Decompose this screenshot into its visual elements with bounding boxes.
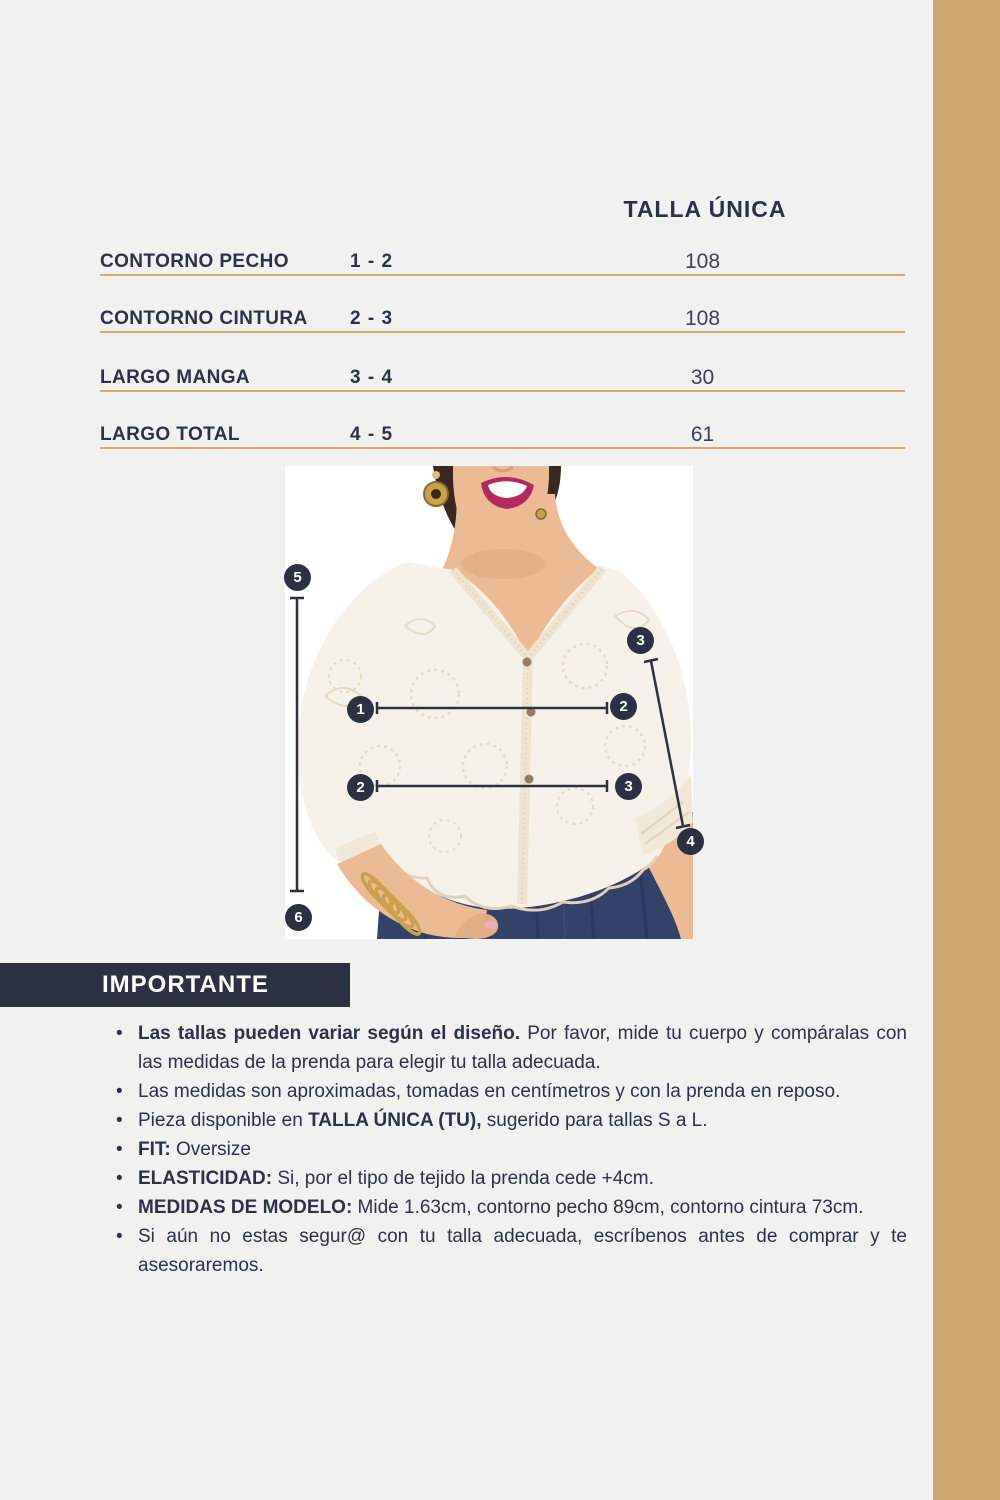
bullet-dot: • bbox=[116, 1110, 123, 1131]
note-bold: MEDIDAS DE MODELO: bbox=[138, 1197, 353, 1218]
marker-number: 3 bbox=[636, 632, 645, 649]
note-text: Las medidas son aproximadas, tomadas en centímetros y con la prenda en reposo. bbox=[138, 1081, 841, 1102]
note-item bbox=[112, 1222, 907, 1280]
row-value: 61 bbox=[690, 423, 715, 446]
row-value: 108 bbox=[684, 250, 721, 273]
row-label: LARGO TOTAL bbox=[100, 424, 240, 445]
row-label: LARGO MANGA bbox=[100, 367, 251, 388]
bullet-dot: • bbox=[116, 1139, 123, 1160]
row-range: 1 - 2 bbox=[350, 251, 394, 272]
important-title: IMPORTANTE bbox=[102, 971, 269, 998]
note-bold: TALLA ÚNICA (TU), bbox=[308, 1110, 482, 1131]
row-label: CONTORNO PECHO bbox=[100, 251, 289, 272]
important-notes bbox=[112, 1019, 907, 1280]
marker-number: 4 bbox=[686, 833, 695, 850]
note-text: sugerido para tallas S a L. bbox=[481, 1110, 708, 1131]
note-text: Si aún no estas segur@ con tu talla adecuada, escríbenos antes de comprar y te asesoraremos. bbox=[138, 1226, 907, 1276]
note-item bbox=[112, 1019, 907, 1077]
bullet-dot: • bbox=[116, 1081, 123, 1102]
marker-number: 6 bbox=[294, 909, 303, 926]
row-range: 4 - 5 bbox=[350, 424, 394, 445]
note-bold: FIT: bbox=[138, 1139, 171, 1160]
measurement-marker bbox=[285, 904, 312, 931]
accent-stripe bbox=[933, 0, 1000, 1500]
bullet-dot: • bbox=[116, 1168, 123, 1189]
marker-number: 5 bbox=[293, 569, 302, 586]
note-item bbox=[112, 1164, 907, 1193]
measurement-marker bbox=[677, 828, 704, 855]
note-text: Pieza disponible en bbox=[138, 1110, 309, 1131]
note-bold: Las tallas pueden variar según el diseño. bbox=[138, 1023, 521, 1044]
note-text: Por favor, mide tu cuerpo y compáralas con las medidas de la prenda para elegir tu talla adecuada. bbox=[138, 1023, 907, 1073]
fingernail bbox=[485, 921, 497, 929]
marker-number: 2 bbox=[356, 779, 365, 796]
table-row bbox=[100, 423, 905, 449]
table-row bbox=[100, 307, 905, 333]
size-column-header: TALLA ÚNICA bbox=[623, 196, 787, 222]
table-row bbox=[100, 366, 905, 392]
row-range: 2 - 3 bbox=[350, 308, 394, 329]
row-value: 30 bbox=[690, 366, 715, 389]
note-item bbox=[112, 1193, 907, 1222]
marker-number: 3 bbox=[624, 778, 633, 795]
note-item bbox=[112, 1077, 907, 1106]
bullet-dot: • bbox=[116, 1023, 123, 1044]
marker-number: 1 bbox=[356, 701, 365, 718]
note-text: Si, por el tipo de tejido la prenda cede +4cm. bbox=[272, 1168, 654, 1189]
table-row bbox=[100, 250, 905, 276]
marker-number: 2 bbox=[619, 698, 628, 715]
note-item bbox=[112, 1106, 907, 1135]
bullet-dot: • bbox=[116, 1197, 123, 1218]
note-text: Mide 1.63cm, contorno pecho 89cm, contorno cintura 73cm. bbox=[352, 1197, 864, 1218]
measurement-marker bbox=[347, 696, 374, 723]
note-item bbox=[112, 1135, 907, 1164]
important-banner bbox=[0, 963, 350, 1007]
bullet-dot: • bbox=[116, 1226, 123, 1247]
row-value: 108 bbox=[684, 307, 721, 330]
note-bold: ELASTICIDAD: bbox=[138, 1168, 273, 1189]
measurement-marker bbox=[627, 627, 654, 654]
row-label: CONTORNO CINTURA bbox=[100, 308, 308, 329]
measurement-marker bbox=[284, 564, 311, 591]
note-text: Oversize bbox=[170, 1139, 251, 1160]
measurement-marker bbox=[610, 693, 637, 720]
row-range: 3 - 4 bbox=[350, 367, 394, 388]
measurement-marker bbox=[347, 774, 374, 801]
measurement-marker bbox=[615, 773, 642, 800]
